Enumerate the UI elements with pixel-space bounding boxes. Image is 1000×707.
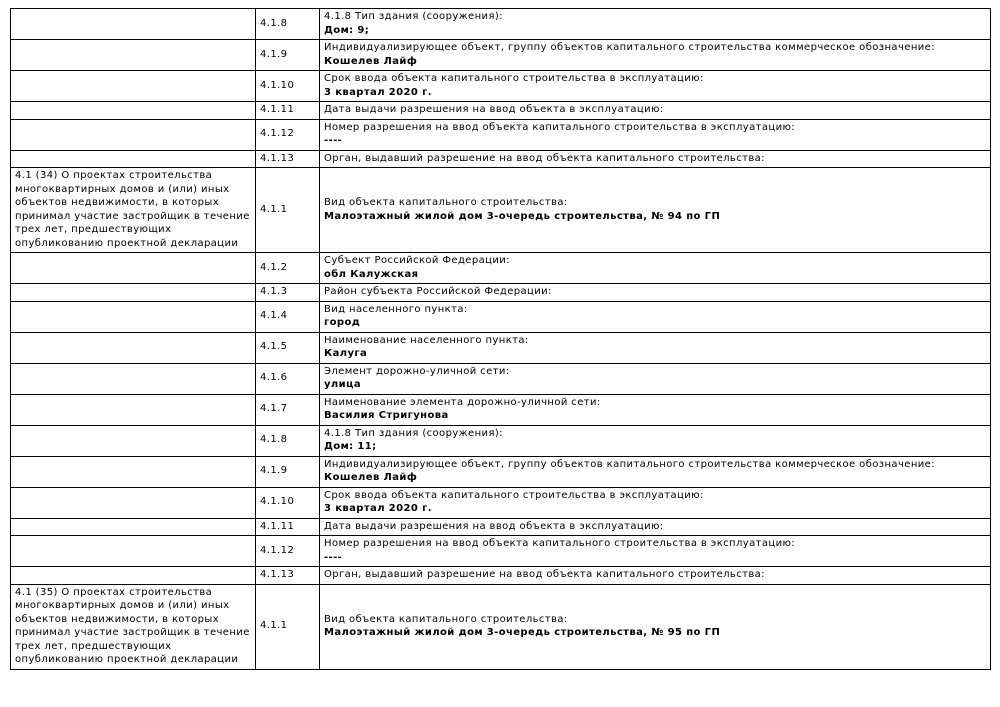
section-description-cell [11, 536, 256, 567]
item-code-cell: 4.1.3 [256, 284, 320, 302]
section-description-cell: 4.1 (34) О проектах строительства многоквартирных домов и (или) иных объектов недвижимости, в которых принимал участие застройщик в течение трех лет, предшествующих опубликованию проектной декларации [11, 168, 256, 253]
table-row [11, 150, 991, 168]
section-description-cell [11, 456, 256, 487]
field-label: Номер разрешения на ввод объекта капитального строительства в эксплуатацию: [324, 538, 796, 549]
section-description-cell [11, 253, 256, 284]
table-row [11, 284, 991, 302]
table-row [11, 301, 991, 332]
field-label: Наименование населенного пункта: [324, 334, 529, 346]
field-value: обл Калужская [324, 268, 419, 280]
field-cell [320, 536, 991, 567]
table-row [11, 119, 991, 150]
field-cell [320, 518, 991, 536]
item-code-cell: 4.1.7 [256, 394, 320, 425]
field-cell [320, 301, 991, 332]
table-row [11, 332, 991, 363]
field-label: Элемент дорожно-уличной сети: [324, 365, 510, 377]
section-description-cell [11, 40, 256, 71]
section-description-cell [11, 71, 256, 102]
section-description-cell [11, 518, 256, 536]
field-cell [320, 102, 991, 120]
field-cell [320, 253, 991, 284]
section-description-cell [11, 567, 256, 585]
table-row [11, 487, 991, 518]
field-label: Дата выдачи разрешения на ввод объекта в эксплуатацию: [324, 520, 664, 532]
field-label: Орган, выдавший разрешение на ввод объекта капитального строительства: [324, 152, 765, 164]
field-label: Район субъекта Российской Федерации: [324, 286, 552, 297]
field-cell [320, 332, 991, 363]
section-description-cell [11, 425, 256, 456]
item-code-cell: 4.1.2 [256, 253, 320, 284]
item-code-cell: 4.1.8 [256, 9, 320, 40]
item-code-cell: 4.1.13 [256, 150, 320, 168]
declaration-table-body [11, 9, 991, 670]
item-code-cell: 4.1.9 [256, 40, 320, 71]
section-description-cell [11, 363, 256, 394]
item-code-cell: 4.1.9 [256, 456, 320, 487]
field-value: улица [324, 379, 362, 390]
section-description-cell [11, 332, 256, 363]
table-row [11, 584, 991, 669]
table-row [11, 518, 991, 536]
declaration-table [10, 8, 991, 670]
field-label: Срок ввода объекта капитального строительства в эксплуатацию: [324, 73, 704, 84]
section-description-cell [11, 284, 256, 302]
field-cell [320, 456, 991, 487]
field-value: город [324, 317, 361, 328]
section-description-cell: 4.1 (35) О проектах строительства многоквартирных домов и (или) иных объектов недвижимости, в которых принимал участие застройщик в течение трех лет, предшествующих опубликованию проектной декларации [11, 584, 256, 669]
item-code-cell: 4.1.11 [256, 102, 320, 120]
field-value: Дом: 11; [324, 441, 377, 452]
field-cell [320, 363, 991, 394]
section-description-cell [11, 9, 256, 40]
item-code-cell: 4.1.1 [256, 168, 320, 253]
field-label: Срок ввода объекта капитального строительства в эксплуатацию: [324, 489, 704, 501]
field-value: Кошелев Лайф [324, 472, 418, 483]
table-row [11, 253, 991, 284]
field-value: 3 квартал 2020 г. [324, 503, 432, 514]
section-description-cell [11, 119, 256, 150]
table-row [11, 456, 991, 487]
field-label: Вид объекта капитального строительства: [324, 613, 568, 625]
item-code-cell: 4.1.10 [256, 487, 320, 518]
field-cell [320, 71, 991, 102]
item-code-cell: 4.1.5 [256, 332, 320, 363]
field-cell [320, 150, 991, 168]
field-label: 4.1.8 Тип здания (сооружения): [324, 11, 503, 22]
table-row [11, 394, 991, 425]
field-cell [320, 284, 991, 302]
item-code-cell: 4.1.13 [256, 567, 320, 585]
field-value: Василия Стригунова [324, 410, 449, 421]
table-row [11, 363, 991, 394]
field-value: ---- [324, 135, 343, 146]
field-value: Дом: 9; [324, 24, 370, 36]
item-code-cell: 4.1.11 [256, 518, 320, 536]
field-value: Кошелев Лайф [324, 55, 418, 67]
field-label: Вид населенного пункта: [324, 303, 468, 315]
table-row [11, 9, 991, 40]
field-label: Субъект Российской Федерации: [324, 255, 510, 266]
field-value: 3 квартал 2020 г. [324, 86, 432, 98]
field-cell [320, 567, 991, 585]
field-value: Малоэтажный жилой дом 3-очередь строительства, № 94 по ГП [324, 210, 721, 222]
table-row [11, 71, 991, 102]
field-cell [320, 168, 991, 253]
table-row [11, 536, 991, 567]
section-description-cell [11, 102, 256, 120]
field-label: Дата выдачи разрешения на ввод объекта в эксплуатацию: [324, 104, 664, 115]
section-description-cell [11, 150, 256, 168]
field-label: Индивидуализирующее объект, группу объектов капитального строительства коммерческое обозначение: [324, 42, 935, 53]
field-cell [320, 394, 991, 425]
field-value: Малоэтажный жилой дом 3-очередь строительства, № 95 по ГП [324, 627, 721, 638]
field-cell [320, 425, 991, 456]
field-label: Орган, выдавший разрешение на ввод объекта капитального строительства: [324, 569, 765, 580]
item-code-cell: 4.1.4 [256, 301, 320, 332]
section-description-cell [11, 394, 256, 425]
field-cell [320, 584, 991, 669]
item-code-cell: 4.1.1 [256, 584, 320, 669]
table-row [11, 102, 991, 120]
table-row [11, 567, 991, 585]
item-code-cell: 4.1.8 [256, 425, 320, 456]
field-label: Наименование элемента дорожно-уличной сети: [324, 396, 601, 408]
table-row [11, 168, 991, 253]
field-value: Калуга [324, 348, 368, 359]
field-cell [320, 40, 991, 71]
table-row [11, 425, 991, 456]
field-label: 4.1.8 Тип здания (сооружения): [324, 427, 503, 439]
field-cell [320, 9, 991, 40]
field-label: Вид объекта капитального строительства: [324, 197, 568, 208]
field-label: Индивидуализирующее объект, группу объектов капитального строительства коммерческое обозначение: [324, 458, 935, 470]
item-code-cell: 4.1.6 [256, 363, 320, 394]
field-cell [320, 487, 991, 518]
item-code-cell: 4.1.12 [256, 536, 320, 567]
item-code-cell: 4.1.12 [256, 119, 320, 150]
field-value: ---- [324, 551, 343, 563]
section-description-cell [11, 487, 256, 518]
field-cell [320, 119, 991, 150]
item-code-cell: 4.1.10 [256, 71, 320, 102]
table-row [11, 40, 991, 71]
field-label: Номер разрешения на ввод объекта капитального строительства в эксплуатацию: [324, 121, 796, 133]
section-description-cell [11, 301, 256, 332]
